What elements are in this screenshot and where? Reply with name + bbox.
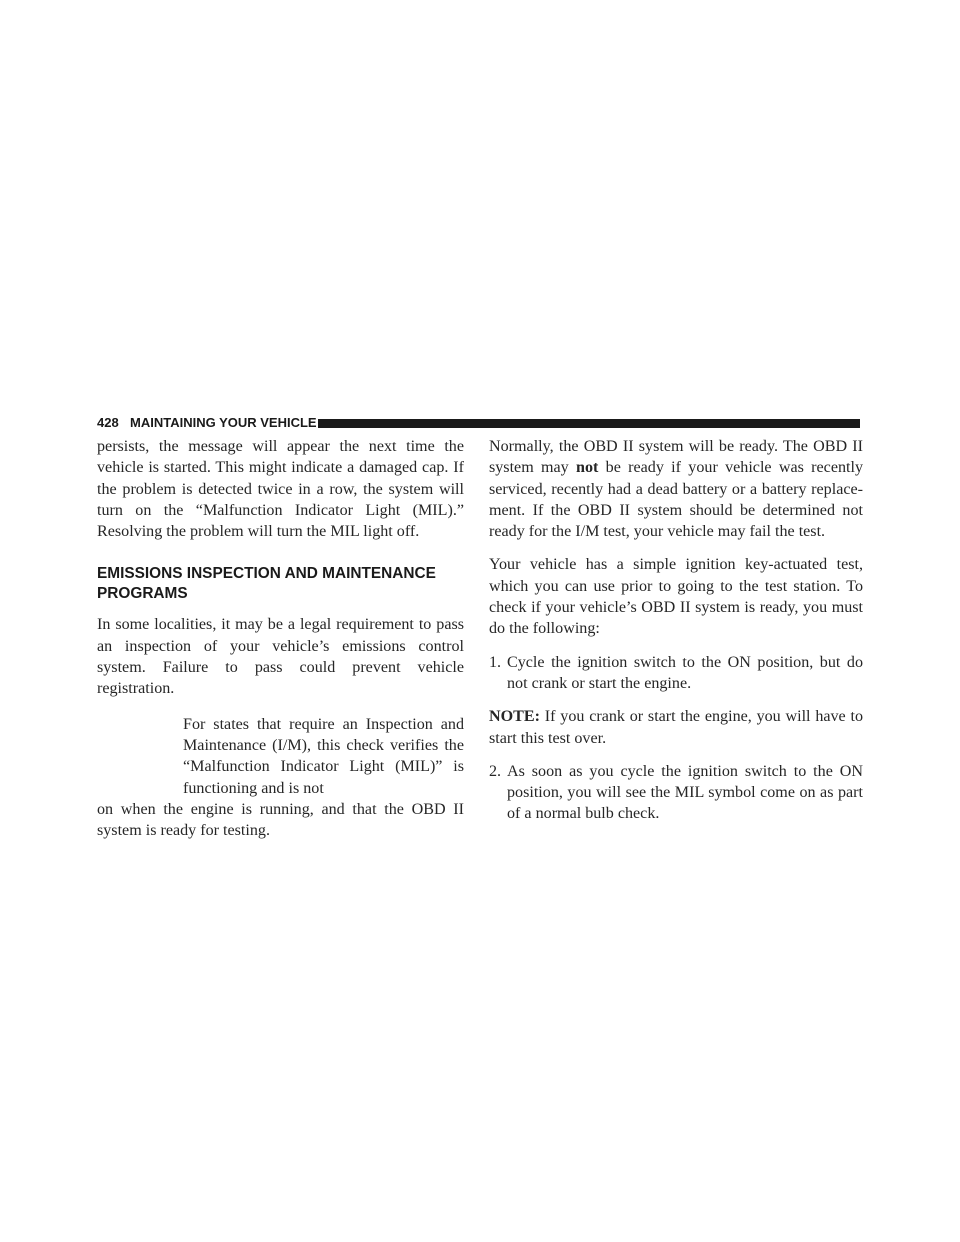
right-column: [489, 436, 863, 825]
section-heading: EMISSIONS INSPECTION AND MAINTENANCE PROGRAMS: [97, 565, 436, 602]
body-paragraph: Your vehicle has a simple ignition key-actuated test, which you can use prior to going to the test station. To check if your vehicle’s OBD II system is ready, you must do the following:: [489, 556, 863, 638]
section-title: MAINTAINING YOUR VEHICLE: [130, 415, 317, 430]
page-header: [97, 416, 862, 430]
body-paragraph: persists, the message will appear the next time the vehicle is started. This might indicate a damaged cap. If the problem is detected twice in a row, the system will turn on the “Malfunction Indicator Light (MIL).” Resolving the problem will turn the MIL light off.: [97, 438, 464, 541]
page-number: 428: [97, 415, 119, 430]
list-item: [489, 652, 863, 695]
list-text: As soon as you cycle the ignition switch to the ON position, you will see the MIL symbol come on as part of a normal bulb check.: [507, 762, 863, 823]
paragraph-text: be ready if your vehicle was recently serviced, recently had a dead battery or a battery replacement. If the OBD II system should be determined not ready for the I/M test, your vehicle may fail the test.: [489, 459, 863, 541]
list-number: 2.: [489, 762, 502, 780]
list-item: [489, 761, 863, 825]
left-column: [97, 436, 464, 841]
emphasis-text: not: [576, 459, 599, 477]
note-paragraph: [489, 706, 863, 749]
indented-paragraph: For states that require an Inspection and Maintenance (I/M), this check verifies the “Malfunction Indicator Light (MIL)” is functioning and is not: [183, 715, 464, 797]
body-paragraph: on when the engine is running, and that the OBD II system is ready for testing.: [97, 800, 464, 840]
list-text: Cycle the ignition switch to the ON position, but do not crank or start the engine.: [507, 653, 863, 692]
body-paragraph: In some localities, it may be a legal requirement to pass an inspection of your vehicle’s emissions control system. Failure to pass could prevent vehicle registration.: [97, 616, 464, 698]
header-rule: [318, 419, 860, 428]
paragraph-text: Normally, the OBD II system will be ready. The OBD II system may: [489, 438, 863, 477]
note-text: If you crank or start the engine, you will have to start this test over.: [489, 708, 864, 747]
note-label: NOTE:: [489, 708, 540, 726]
list-number: 1.: [489, 653, 502, 671]
body-paragraph: [489, 436, 863, 542]
